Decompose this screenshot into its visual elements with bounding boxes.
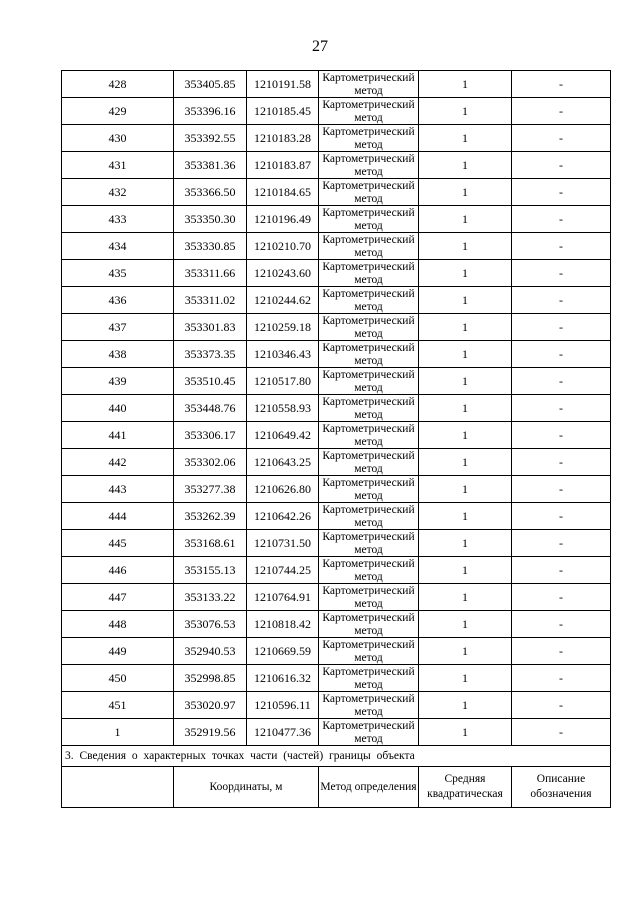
accuracy-cell: 1: [419, 179, 512, 206]
coord-x-cell: 353350.30: [174, 206, 247, 233]
point-number-cell: 444: [62, 503, 174, 530]
point-number-cell: 441: [62, 422, 174, 449]
table-row: [62, 449, 611, 476]
method-text: Картометрический метод: [322, 261, 415, 286]
method-cell: [319, 638, 419, 665]
description-cell: -: [512, 584, 611, 611]
description-cell: -: [512, 503, 611, 530]
point-number-cell: 436: [62, 287, 174, 314]
accuracy-cell: 1: [419, 557, 512, 584]
accuracy-cell: 1: [419, 368, 512, 395]
point-number-cell: 446: [62, 557, 174, 584]
accuracy-cell: 1: [419, 692, 512, 719]
coord-x-cell: 353448.76: [174, 395, 247, 422]
table-row: [62, 179, 611, 206]
table-row: [62, 638, 611, 665]
coord-x-cell: 353262.39: [174, 503, 247, 530]
description-cell: -: [512, 665, 611, 692]
accuracy-cell: 1: [419, 206, 512, 233]
coord-x-cell: 353405.85: [174, 71, 247, 98]
method-cell: [319, 71, 419, 98]
table-row: [62, 260, 611, 287]
header-point-number: [62, 767, 174, 808]
coord-x-cell: 353311.66: [174, 260, 247, 287]
description-cell: -: [512, 611, 611, 638]
coord-x-cell: 353168.61: [174, 530, 247, 557]
coord-y-cell: 1210818.42: [247, 611, 319, 638]
method-text: Картометрический метод: [322, 288, 415, 313]
description-cell: -: [512, 638, 611, 665]
coord-x-cell: 353330.85: [174, 233, 247, 260]
description-cell: -: [512, 152, 611, 179]
accuracy-cell: 1: [419, 152, 512, 179]
description-cell: -: [512, 287, 611, 314]
method-text: Картометрический метод: [322, 396, 415, 421]
table-row: [62, 503, 611, 530]
accuracy-cell: 1: [419, 71, 512, 98]
method-cell: [319, 233, 419, 260]
point-number-cell: 437: [62, 314, 174, 341]
method-cell: [319, 557, 419, 584]
description-cell: -: [512, 98, 611, 125]
description-cell: -: [512, 395, 611, 422]
method-cell: [319, 152, 419, 179]
table-row: [62, 692, 611, 719]
accuracy-cell: 1: [419, 314, 512, 341]
table-row: [62, 611, 611, 638]
description-cell: -: [512, 476, 611, 503]
method-cell: [319, 287, 419, 314]
coord-x-cell: 353155.13: [174, 557, 247, 584]
method-text: Картометрический метод: [322, 666, 415, 691]
coord-y-cell: 1210477.36: [247, 719, 319, 746]
coord-y-cell: 1210243.60: [247, 260, 319, 287]
table-row: [62, 98, 611, 125]
method-text: Картометрический метод: [322, 477, 415, 502]
method-text: Картометрический метод: [322, 423, 415, 448]
description-cell: -: [512, 179, 611, 206]
table-row: [62, 368, 611, 395]
point-number-cell: 431: [62, 152, 174, 179]
table-row: [62, 125, 611, 152]
point-number-cell: 429: [62, 98, 174, 125]
coord-y-cell: 1210183.87: [247, 152, 319, 179]
coord-y-cell: 1210731.50: [247, 530, 319, 557]
point-number-cell: 448: [62, 611, 174, 638]
method-text: Картометрический метод: [322, 504, 415, 529]
table-row: [62, 530, 611, 557]
coord-x-cell: 353306.17: [174, 422, 247, 449]
description-cell: -: [512, 719, 611, 746]
accuracy-cell: 1: [419, 476, 512, 503]
header-row: [62, 767, 611, 808]
coord-y-cell: 1210642.26: [247, 503, 319, 530]
coord-y-cell: 1210517.80: [247, 368, 319, 395]
method-cell: [319, 611, 419, 638]
coord-x-cell: 353133.22: [174, 584, 247, 611]
point-number-cell: 432: [62, 179, 174, 206]
header-accuracy: Средняя квадратическая: [419, 767, 512, 808]
accuracy-cell: 1: [419, 503, 512, 530]
point-number-cell: 433: [62, 206, 174, 233]
method-text: Картометрический метод: [322, 369, 415, 394]
section-title-row: [62, 746, 611, 767]
point-number-cell: 439: [62, 368, 174, 395]
coord-x-cell: 352998.85: [174, 665, 247, 692]
point-number-cell: 1: [62, 719, 174, 746]
description-cell: -: [512, 449, 611, 476]
description-cell: -: [512, 206, 611, 233]
table-row: [62, 206, 611, 233]
point-number-cell: 451: [62, 692, 174, 719]
table-body: [62, 71, 611, 746]
point-number-cell: 445: [62, 530, 174, 557]
coord-x-cell: 353302.06: [174, 449, 247, 476]
method-cell: [319, 98, 419, 125]
coord-x-cell: 352940.53: [174, 638, 247, 665]
accuracy-cell: 1: [419, 422, 512, 449]
method-text: Картометрический метод: [322, 153, 415, 178]
method-text: Картометрический метод: [322, 693, 415, 718]
header-coordinates: Координаты, м: [174, 767, 319, 808]
accuracy-cell: 1: [419, 341, 512, 368]
coord-y-cell: 1210626.80: [247, 476, 319, 503]
coord-y-cell: 1210616.32: [247, 665, 319, 692]
method-text: Картометрический метод: [322, 558, 415, 583]
method-cell: [319, 125, 419, 152]
point-number-cell: 447: [62, 584, 174, 611]
accuracy-cell: 1: [419, 719, 512, 746]
point-number-cell: 449: [62, 638, 174, 665]
coord-x-cell: 353076.53: [174, 611, 247, 638]
coord-x-cell: 353020.97: [174, 692, 247, 719]
coord-y-cell: 1210669.59: [247, 638, 319, 665]
description-cell: -: [512, 314, 611, 341]
accuracy-cell: 1: [419, 449, 512, 476]
point-number-cell: 442: [62, 449, 174, 476]
coord-y-cell: 1210649.42: [247, 422, 319, 449]
description-cell: -: [512, 125, 611, 152]
table-row: [62, 665, 611, 692]
method-text: Картометрический метод: [322, 315, 415, 340]
coord-y-cell: 1210764.91: [247, 584, 319, 611]
method-text: Картометрический метод: [322, 612, 415, 637]
method-cell: [319, 503, 419, 530]
method-text: Картометрический метод: [322, 180, 415, 205]
accuracy-cell: 1: [419, 665, 512, 692]
section-body: [62, 746, 611, 808]
method-text: Картометрический метод: [322, 450, 415, 475]
table-row: [62, 557, 611, 584]
coord-y-cell: 1210183.28: [247, 125, 319, 152]
table-row: [62, 422, 611, 449]
point-number-cell: 443: [62, 476, 174, 503]
coord-x-cell: 353366.50: [174, 179, 247, 206]
table-row: [62, 395, 611, 422]
coord-y-cell: 1210196.49: [247, 206, 319, 233]
description-cell: -: [512, 341, 611, 368]
method-text: Картометрический метод: [322, 720, 415, 745]
table-row: [62, 584, 611, 611]
header-method: Метод определения: [319, 767, 419, 808]
coord-y-cell: 1210244.62: [247, 287, 319, 314]
accuracy-cell: 1: [419, 584, 512, 611]
method-text: Картометрический метод: [322, 207, 415, 232]
method-text: Картометрический метод: [322, 531, 415, 556]
point-number-cell: 450: [62, 665, 174, 692]
method-text: Картометрический метод: [322, 99, 415, 124]
method-text: Картометрический метод: [322, 639, 415, 664]
coord-y-cell: 1210184.65: [247, 179, 319, 206]
table-row: [62, 287, 611, 314]
table-row: [62, 71, 611, 98]
method-text: Картометрический метод: [322, 234, 415, 259]
method-text: Картометрический метод: [322, 585, 415, 610]
coord-x-cell: 353381.36: [174, 152, 247, 179]
coord-y-cell: 1210596.11: [247, 692, 319, 719]
description-cell: -: [512, 422, 611, 449]
accuracy-cell: 1: [419, 611, 512, 638]
method-cell: [319, 422, 419, 449]
method-cell: [319, 341, 419, 368]
accuracy-cell: 1: [419, 233, 512, 260]
method-cell: [319, 206, 419, 233]
coord-y-cell: 1210259.18: [247, 314, 319, 341]
description-cell: -: [512, 557, 611, 584]
accuracy-cell: 1: [419, 287, 512, 314]
method-cell: [319, 179, 419, 206]
table-row: [62, 476, 611, 503]
method-cell: [319, 260, 419, 287]
accuracy-cell: 1: [419, 125, 512, 152]
accuracy-cell: 1: [419, 530, 512, 557]
method-cell: [319, 449, 419, 476]
method-text: Картометрический метод: [322, 72, 415, 97]
accuracy-cell: 1: [419, 260, 512, 287]
section-title: 3. Сведения о характерных точках части (частей) границы объекта: [62, 746, 611, 767]
table-row: [62, 719, 611, 746]
method-cell: [319, 665, 419, 692]
page-number: 27: [312, 38, 328, 55]
method-cell: [319, 719, 419, 746]
method-cell: [319, 395, 419, 422]
method-cell: [319, 692, 419, 719]
coord-x-cell: 352919.56: [174, 719, 247, 746]
point-number-cell: 438: [62, 341, 174, 368]
coord-y-cell: 1210744.25: [247, 557, 319, 584]
point-number-cell: 430: [62, 125, 174, 152]
accuracy-cell: 1: [419, 395, 512, 422]
coord-x-cell: 353277.38: [174, 476, 247, 503]
coord-x-cell: 353392.55: [174, 125, 247, 152]
table-row: [62, 314, 611, 341]
header-description: Описание обозначения: [512, 767, 611, 808]
coord-x-cell: 353373.35: [174, 341, 247, 368]
coord-y-cell: 1210185.45: [247, 98, 319, 125]
coord-y-cell: 1210558.93: [247, 395, 319, 422]
coord-y-cell: 1210643.25: [247, 449, 319, 476]
description-cell: -: [512, 692, 611, 719]
method-cell: [319, 584, 419, 611]
coord-y-cell: 1210191.58: [247, 71, 319, 98]
description-cell: -: [512, 368, 611, 395]
description-cell: -: [512, 260, 611, 287]
table-row: [62, 341, 611, 368]
method-cell: [319, 476, 419, 503]
method-text: Картометрический метод: [322, 126, 415, 151]
description-cell: -: [512, 530, 611, 557]
point-number-cell: 435: [62, 260, 174, 287]
coord-x-cell: 353396.16: [174, 98, 247, 125]
coord-y-cell: 1210346.43: [247, 341, 319, 368]
point-number-cell: 440: [62, 395, 174, 422]
coord-y-cell: 1210210.70: [247, 233, 319, 260]
description-cell: -: [512, 233, 611, 260]
accuracy-cell: 1: [419, 638, 512, 665]
table-row: [62, 233, 611, 260]
accuracy-cell: 1: [419, 98, 512, 125]
description-cell: -: [512, 71, 611, 98]
point-number-cell: 428: [62, 71, 174, 98]
point-number-cell: 434: [62, 233, 174, 260]
coordinates-table: [61, 70, 611, 808]
method-cell: [319, 314, 419, 341]
coord-x-cell: 353510.45: [174, 368, 247, 395]
table-row: [62, 152, 611, 179]
coord-x-cell: 353301.83: [174, 314, 247, 341]
method-cell: [319, 530, 419, 557]
method-cell: [319, 368, 419, 395]
coord-x-cell: 353311.02: [174, 287, 247, 314]
method-text: Картометрический метод: [322, 342, 415, 367]
